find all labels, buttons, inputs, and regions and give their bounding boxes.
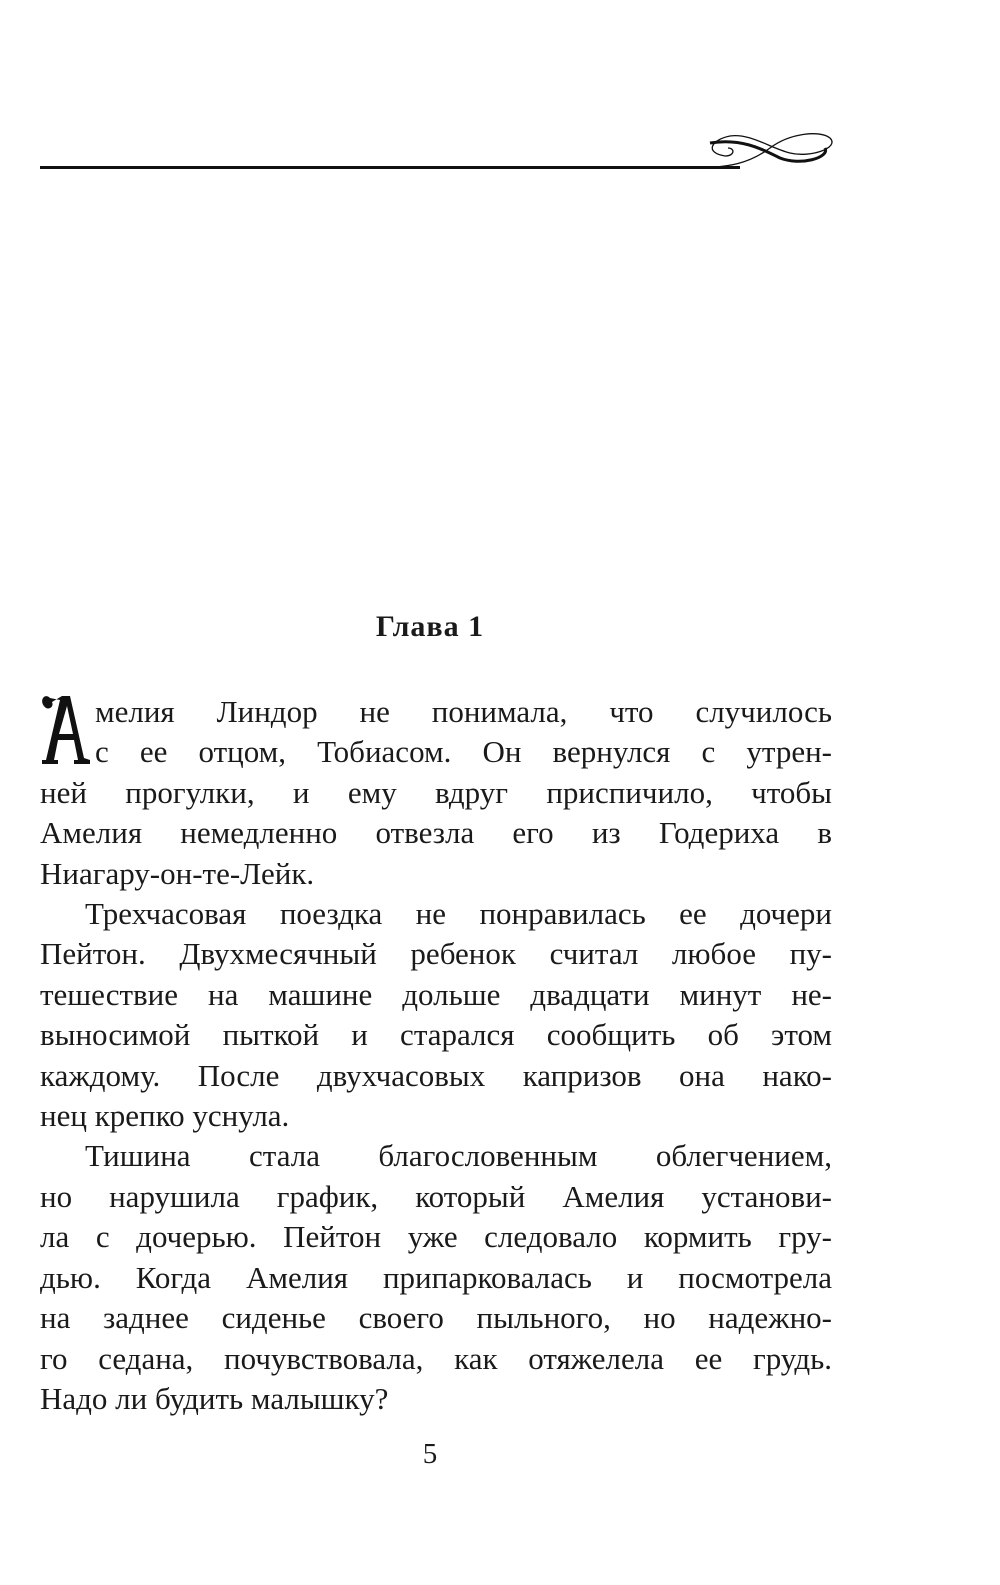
text-line: нец крепко уснула. [40,1098,290,1134]
text-line: дью. Когда Амелия припарковалась и посмотрела [40,1259,832,1295]
svg-text:А: А [40,690,41,691]
text-line: мелия Линдор не понимала, что случилось [95,694,832,729]
text-line: Амелия немедленно отвезла его из Годериха в [40,815,832,851]
text-line: тешествие на машине дольше двадцати минут не- [40,976,832,1012]
text-line: но нарушила график, который Амелия установи- [40,1178,832,1214]
paragraph [40,692,832,894]
text-line: Ниагару-он-те-Лейк. [40,855,315,891]
text-line: каждому. После двухчасовых капризов она нако- [40,1057,832,1093]
body-text [40,692,832,1419]
text-line: на заднее сиденье своего пыльного, но надежно- [40,1300,832,1336]
page-number: 5 [422,1438,438,1470]
text-line: ла с дочерью. Пейтон уже следовало кормить гру- [40,1219,832,1255]
header-rule [40,166,740,169]
text-line: Пейтон. Двухмесячный ребенок считал любое пу- [40,936,832,972]
text-line: с ее отцом, Тобиасом. Он вернулся с утрен- [95,734,832,770]
text-line: выносимой пыткой и старался сообщить об этом [40,1017,832,1053]
text-line: ней прогулки, и ему вдруг приспичило, чтобы [40,774,832,810]
chapter-heading: Глава 1 [375,610,485,643]
text-line: го седана, почувствовала, как отяжелела ее грудь. [40,1340,832,1376]
text-line: Трехчасовая поездка не понравилась ее дочери [85,896,832,932]
ornament-flourish-icon [690,118,840,178]
paragraph [40,894,832,1136]
text-line: Надо ли будить малышку? [40,1380,389,1416]
text-line: Тишина стала благословенным облегчением, [85,1138,832,1174]
paragraph [40,1136,832,1419]
